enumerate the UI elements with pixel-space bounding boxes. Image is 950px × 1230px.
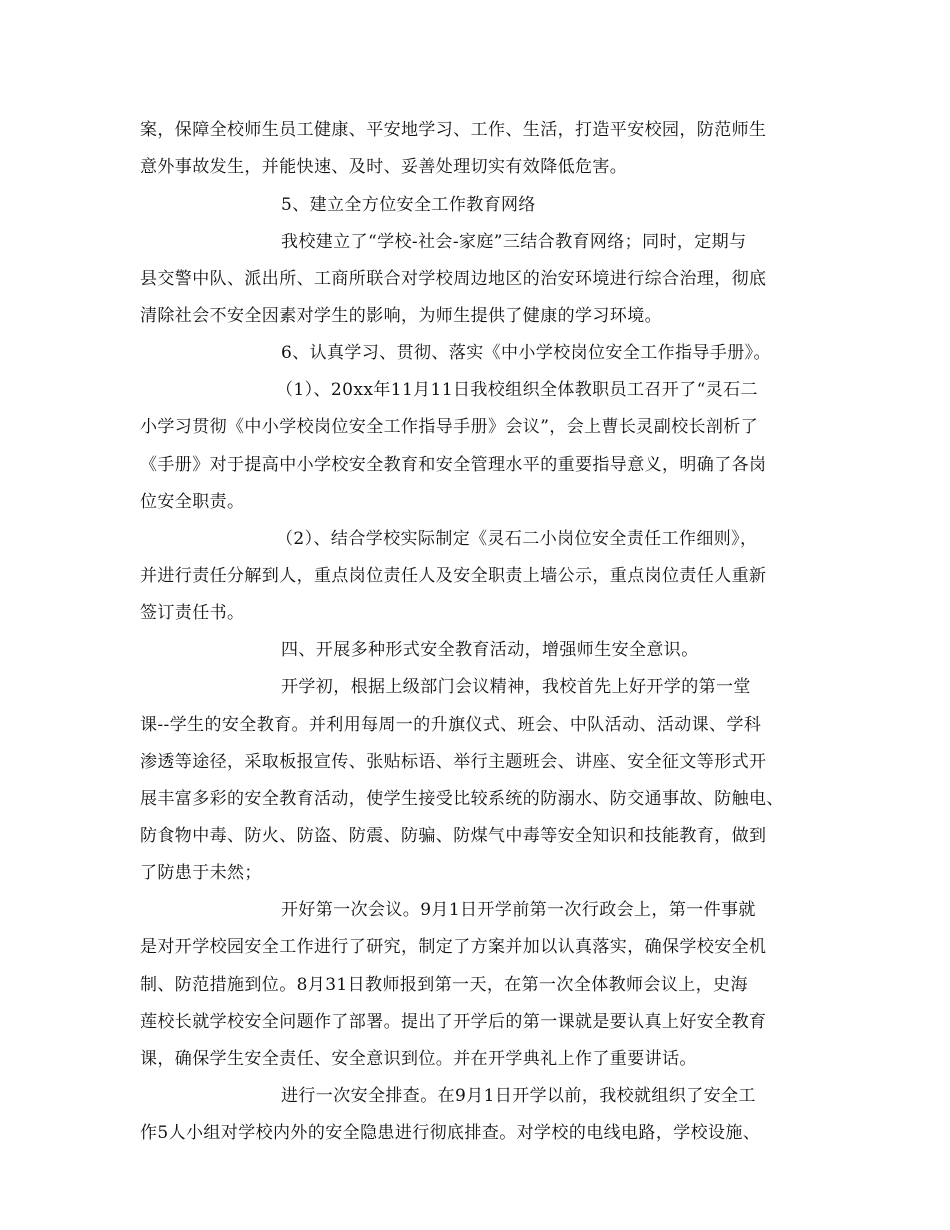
text-line: 《手册》对于提高中小学校安全教育和安全管理水平的重要指导意义，明确了各岗: [140, 455, 767, 475]
text-line: 渗透等途径，采取板报宣传、张贴标语、举行主题班会、讲座、安全征文等形式开: [140, 752, 767, 772]
text-line: 了防患于未然；: [140, 863, 262, 883]
text-line: 课，确保学生安全责任、安全意识到位。并在开学典礼上作了重要讲话。: [140, 1049, 697, 1069]
text-line: 作5人小组对学校内外的安全隐患进行彻底排查。对学校的电线电路，学校设施、: [140, 1123, 761, 1143]
text-line: （1）、20xx年11月11日我校组织全体教职员工召开了“灵石二: [276, 380, 758, 400]
section-heading: 5、建立全方位安全工作教育网络: [281, 195, 536, 215]
text-line: 意外事故发生，并能快速、及时、妥善处理切实有效降低危害。: [140, 157, 628, 177]
text-line: 莲校长就学校安全问题作了部署。提出了开学后的第一课就是要认真上好安全教育: [140, 1012, 767, 1032]
text-line: 课--学生的安全教育。并利用每周一的升旗仪式、班会、中队活动、活动课、学科: [140, 715, 762, 735]
text-line: 我校建立了“学校-社会-家庭”三结合教育网络；同时，定期与: [281, 232, 747, 252]
text-line: 展丰富多彩的安全教育活动，使学生接受比较系统的防溺水、防交通事故、防触电、: [140, 789, 784, 809]
text-line: 小学习贯彻《中小学校岗位安全工作指导手册》会议”，会上曹长灵副校长剖析了: [140, 417, 759, 437]
text-line: 签订责任书。: [140, 603, 245, 623]
text-line: 案，保障全校师生员工健康、平安地学习、工作、生活，打造平安校园，防范师生: [140, 120, 767, 140]
section-heading: 6、认真学习、贯彻、落实《中小学校岗位安全工作指导手册》。: [281, 343, 771, 363]
text-line: 进行一次安全排查。在9月1日开学以前，我校就组织了安全工: [281, 1086, 756, 1106]
text-line: 防食物中毒、防火、防盗、防震、防骗、防煤气中毒等安全知识和技能教育，做到: [140, 826, 767, 846]
section-heading: 四、开展多种形式安全教育活动，增强师生安全意识。: [281, 640, 699, 660]
text-line: 制、防范措施到位。8月31日教师报到第一天，在第一次全体教师会议上，史海: [140, 975, 748, 995]
text-line: 开好第一次会议。9月1日开学前第一次行政会上，第一件事就: [281, 900, 756, 920]
text-line: 并进行责任分解到人，重点岗位责任人及安全职责上墙公示，重点岗位责任人重新: [140, 566, 767, 586]
text-line: 是对开学校园安全工作进行了研究，制定了方案并加以认真落实，确保学校安全机: [140, 937, 767, 957]
text-line: 开学初，根据上级部门会议精神，我校首先上好开学的第一堂: [281, 677, 751, 697]
text-line: 清除社会不安全因素对学生的影响，为师生提供了健康的学习环境。: [140, 306, 662, 326]
text-line: 县交警中队、派出所、工商所联合对学校周边地区的治安环境进行综合治理，彻底: [140, 269, 767, 289]
text-line: 位安全职责。: [140, 492, 245, 512]
text-line: （2）、结合学校实际制定《灵石二小岗位安全责任工作细则》，: [276, 529, 758, 549]
